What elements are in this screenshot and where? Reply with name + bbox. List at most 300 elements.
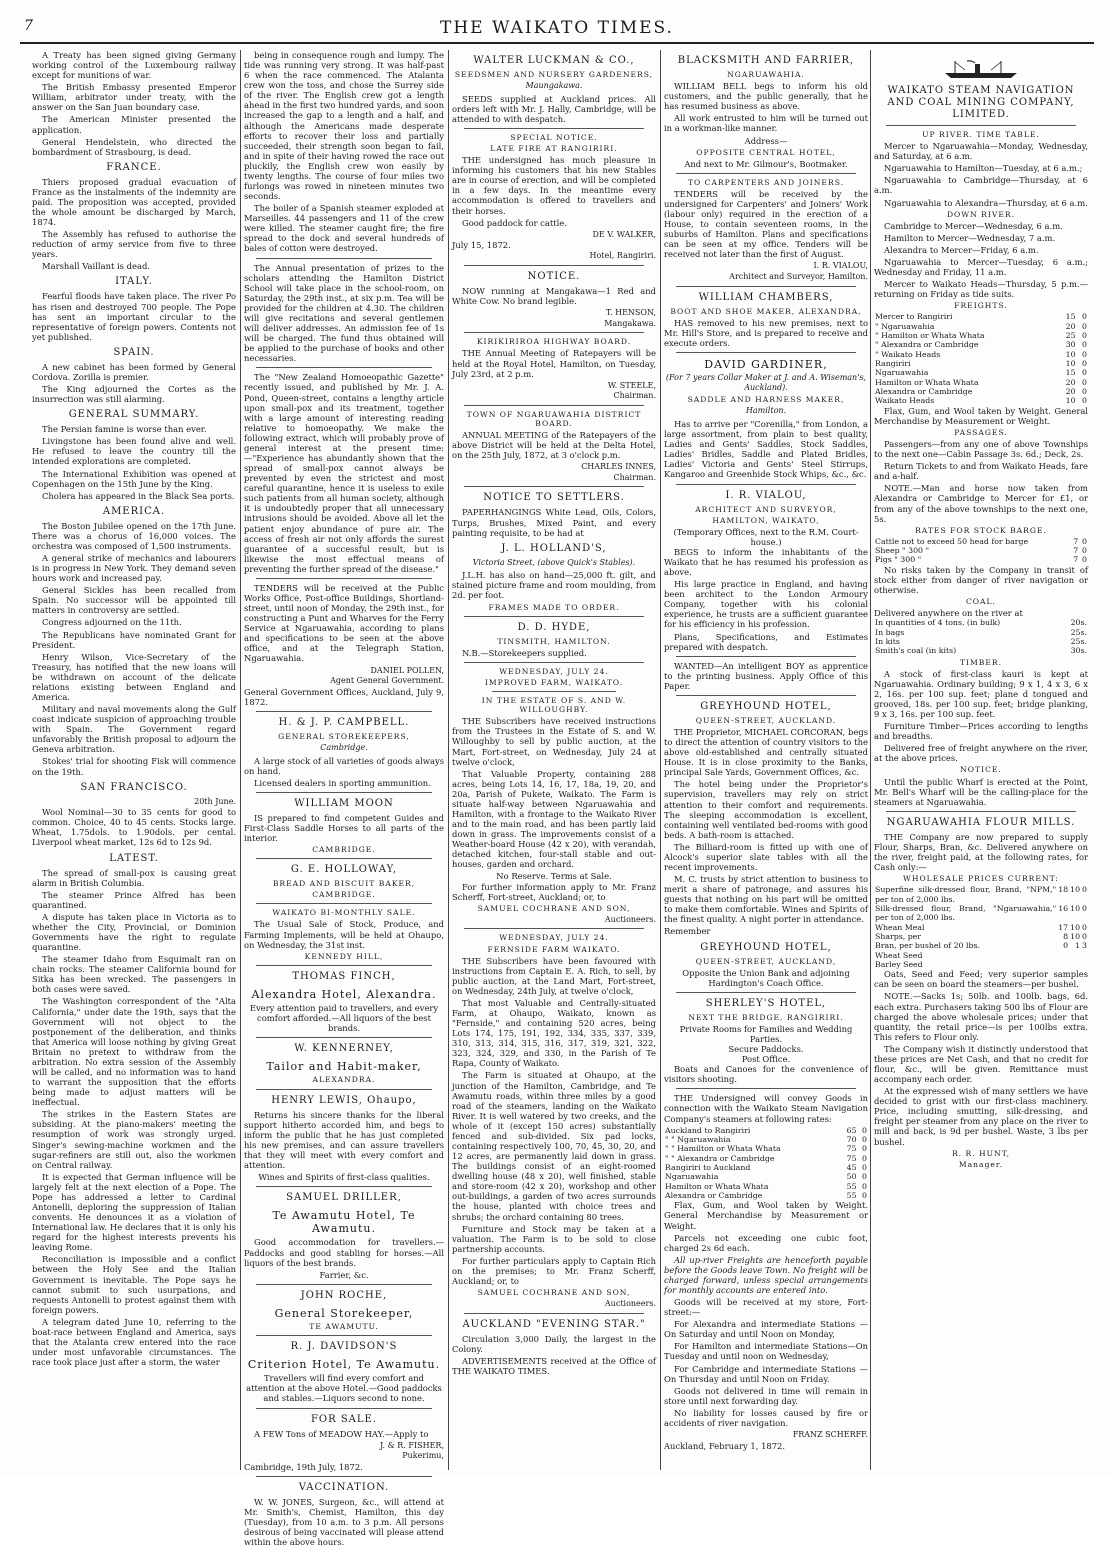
timetable-entry: Mercer to Ngaruawahia—Monday, Wednesday, and Saturday, at 6 a.m. — [874, 141, 1088, 162]
news-paragraph: General Hendelstein, who directed the bombardment of Strasbourg, is dead. — [32, 136, 236, 157]
table-row — [874, 331, 1088, 340]
advert-heading: THOMAS FINCH, — [292, 970, 396, 982]
timetable-entry: Ngaruawahia to Mercer—Tuesday, 6 a.m.; Wednesday and Friday, 11 a.m. — [874, 256, 1088, 277]
news-paragraph: Henry Wilson, Vice-Secretary of the Treasury, has notified that the new loans will be withdrawn on account of the delicate relations existing between England and America. — [32, 651, 236, 702]
table-cell — [1057, 951, 1069, 960]
news-paragraph: A dispute has taken place in Victoria as to whether the City, Provincial, or Dominion Governments have the right to regulate quarantine. — [32, 911, 236, 953]
table-cell: 0 — [1063, 941, 1069, 951]
divider — [464, 616, 644, 617]
advert-place: Mangakawa. — [604, 318, 656, 328]
divider — [256, 858, 432, 859]
table-cell: 10 — [1065, 359, 1076, 369]
table-cell: 20 — [1065, 321, 1076, 331]
news-paragraph: The Washington correspondent of the "Alta California," under date the 19th, says that the Government will not object to the postponement of the deliberation, and thinks that America will loose nothing by giving Great Britain no pretext to withdraw from the arbitration. No extra session of the Assembly will be called, and no information was to hand to warrant the supposition that the efforts being made to adjust matters will be ineffectual. — [32, 996, 236, 1108]
advert-text: Oats, Seed and Feed; very superior samples can be seen on board the steamers—per bushel. — [874, 969, 1088, 990]
section-heading-america: AMERICA. — [102, 505, 166, 517]
advert-text: A stock of first-class kauri is kept at Ngaruawahia. Ordinary building; 9 x 1, 4 x 3, 6 x 2, 16s. per 100 sup. feet; plane d tongued and grooved, 18s. per 100 sup. feet; bridge planking, 9 x 3, 16s. per 100 sup. feet. — [874, 668, 1088, 720]
table-cell: 0 — [862, 1191, 867, 1201]
advert-text: A large stock of all varieties of goods always on hand. — [244, 755, 444, 776]
advert-text: All up-river Freights are henceforth payable before the Goods leave Town. No freight will be charged forward, unless special arrangements for monthly accounts are entered into. — [664, 1254, 868, 1296]
advert-heading: JOHN ROCHE, — [300, 1289, 388, 1301]
news-paragraph: Military and naval movements along the Gulf coast indicate suspicion of approaching trouble with Spain. The Government regard unfavorably the British proposal to adjourn the Geneva arbitration. — [32, 704, 236, 755]
auction-subheading: IN THE ESTATE OF S. AND W. WILLOUGHBY. — [481, 696, 627, 715]
advert-place: Pukerimu, — [402, 1451, 444, 1461]
masthead — [20, 14, 1094, 44]
advert-role: Auctioneers. — [604, 1299, 656, 1309]
column-rule — [660, 50, 661, 1470]
table-cell: 17 — [1058, 922, 1069, 932]
table-cell: " " Hamilton or Whata Whata — [665, 1144, 781, 1154]
table-cell: 30 — [1065, 340, 1076, 350]
table-row — [874, 537, 1088, 546]
advert-business-name: Criterion Hotel, Te Awamutu. — [247, 1358, 441, 1372]
table-cell — [1069, 960, 1081, 969]
table-cell: In quantities of 4 tons, (in bulk) — [875, 618, 1001, 628]
table-row — [874, 322, 1088, 331]
advert-text: J.L.H. has also on hand—25,000 ft. gilt, and stained picture frame and room moulding, from 2d. per foot. — [452, 570, 656, 601]
timetable-entry: Mercer to Waikato Heads—Thursday, 5 p.m.—returning on Friday as tide suits. — [874, 279, 1088, 300]
column-2 — [244, 50, 444, 1547]
news-paragraph: Congress adjourned on the 11th. — [42, 617, 182, 628]
advert-subheading: GENERAL STOREKEEPERS, — [278, 731, 410, 741]
divider — [256, 792, 432, 793]
advert-subheading: SADDLE AND HARNESS MAKER, — [687, 395, 845, 405]
news-paragraph: The American Minister presented the application. — [32, 114, 236, 135]
table-row — [664, 1182, 868, 1191]
advert-text: For further information apply to Mr. Franz Scherff, Fort-street, Auckland; or, to — [452, 881, 656, 902]
news-paragraph: The boiler of a Spanish steamer exploded at Marseilles. 44 passengers and 11 of the crew were killed. The steamer caught fire; the fire spread to the dock and several hundreds of bales of cotton were destroyed. — [244, 203, 444, 254]
section-heading-stock-barge: RATES FOR STOCK BARGE. — [915, 525, 1047, 535]
news-paragraph: Marshall Vaillant is dead. — [42, 261, 150, 272]
advert-text: Boats and Canoes for the convenience of visitors shooting. — [664, 1064, 868, 1085]
timetable-entry: Ngaruawahia to Alexandra—Thursday, at 6 a.m. — [884, 197, 1088, 208]
table-cell: " Alexandra or Cambridge — [875, 340, 979, 350]
table-cell — [1057, 960, 1069, 969]
advert-text: HAS removed to his new premises, next to Mr. Hill's Store, and is prepared to receive and execute orders. — [664, 317, 868, 348]
table-row — [874, 350, 1088, 359]
advert-text: That Valuable Property, containing 288 acres, being Lots 14, 16, 17, 18a, 19, 20, and 20a, Parish of Pukete, Waikato. The Farm is situate half-way between Ngaruawahia and Hamilton, with a frontage to the Waikato River and to the main road, and has been partly laid down in grass. The improvements consist of a Weather-board House (42 x 20), with verandah, detached kitchen, four-stall stable and out-houses, garden and orchard. — [452, 768, 656, 870]
advert-heading: GREYHOUND HOTEL, — [700, 941, 832, 953]
advert-text: Address— — [744, 135, 788, 146]
table-row — [874, 359, 1088, 368]
news-paragraph: A general strike of mechanics and labourers is in progress in New York. They demand seven hours work and increased pay. — [32, 552, 236, 584]
column-5-steam-navigation — [874, 50, 1088, 1470]
table-cell: Sharps, per — [875, 931, 922, 941]
divider — [256, 1037, 432, 1038]
divider — [676, 286, 856, 287]
timetable-entry: Ngaruawahia to Hamilton—Tuesday, at 6 a.m.; — [884, 163, 1083, 174]
advert-text: For further particulars apply to Captain Rich on the premises; to Mr. Franz Scherff, Auckland; or, to — [452, 1255, 656, 1287]
table-row — [874, 646, 1088, 655]
divider — [464, 1313, 644, 1314]
section-heading-coal: COAL. — [966, 597, 996, 607]
table-cell: 10 — [1070, 922, 1081, 932]
advert-signature: FRANZ SCHERFF. — [792, 1430, 868, 1440]
news-paragraph: The Persian famine is worse than ever. — [42, 424, 207, 435]
advert-text: For Hamilton and intermediate Stations—On Tuesday and until noon on Wednesday, — [664, 1341, 868, 1362]
steamship-icon — [941, 58, 1021, 80]
advert-text: WANTED—An intelligent BOY as apprentice to the printing business. Apply Office of this Paper. — [664, 660, 868, 691]
advert-text: Flax, Gum, and Wool taken by Weight. General Merchandise by Measurement or Weight. — [874, 405, 1088, 426]
news-paragraph: A new cabinet has been formed by General Cordova. Zorilla is premier. — [32, 361, 236, 382]
divider — [464, 265, 644, 266]
advert-subheading: TINSMITH, HAMILTON. — [497, 636, 611, 646]
table-cell: 10 — [1065, 396, 1076, 406]
table-row — [874, 340, 1088, 349]
auction-date: WEDNESDAY, JULY 24. — [499, 666, 609, 676]
advert-text: Until the public Wharf is erected at the Point, Mr. Bell's Wharf will be the calling-place for the steamers at Ngaruawahia. — [874, 776, 1088, 807]
advert-text: Returns his sincere thanks for the liberal support hitherto accorded him, and begs to inform the public that he has just completed his new premises, and can assure travellers that they will meet with every comfort and attention. — [244, 1109, 444, 1170]
table-cell: 10 — [1070, 885, 1081, 895]
advert-text: Plans, Specifications, and Estimates prepared with despatch. — [664, 631, 868, 652]
advert-heading: WILLIAM CHAMBERS, — [698, 291, 834, 303]
table-cell: 0 — [862, 1134, 867, 1144]
table-cell: 0 — [1082, 555, 1087, 565]
divider — [256, 903, 432, 904]
section-heading-italy: ITALY. — [115, 276, 153, 288]
dateline: 20th June. — [194, 796, 236, 806]
advert-text: Return Tickets to and from Waikato Heads, fare and a-half. — [874, 461, 1088, 482]
advert-business-name: Tailor and Habit-maker, — [266, 1060, 422, 1074]
advert-signature: SAMUEL COCHRANE AND SON, — [477, 903, 631, 913]
table-cell: 3 — [1082, 941, 1087, 951]
divider — [676, 173, 856, 174]
advert-heading: I. R. VIALOU, — [725, 489, 807, 501]
table-cell: Mercer to Rangiriri — [875, 312, 953, 322]
advert-place: Hotel, Rangiriri. — [589, 251, 656, 261]
advert-heading: DAVID GARDINER, — [704, 357, 828, 371]
advert-text: All work entrusted to him will be turned out in a workman-like manner. — [664, 113, 868, 134]
advert-text: THE Annual Meeting of Ratepayers will be held at the Royal Hotel, Hamilton, on Tuesday, July 23rd, at 2 p.m. — [452, 348, 656, 379]
section-heading-spain: SPAIN. — [113, 346, 155, 358]
advert-text: Delivered free of freight anywhere on the river, at the above prices. — [874, 743, 1088, 764]
news-paragraph: Thiers proposed gradual evacuation of France as the instalments of the indemnity are paid. The proposition was accepted, provided the whole amount be discharged by March, 1874. — [32, 176, 236, 228]
divider — [676, 656, 856, 657]
advert-date: July 15, 1872. — [452, 240, 511, 251]
news-paragraph: Wool Nominal—30 to 35 cents for good to common. Choice, 40 to 45 cents. Stocks large. Wheat, 1.75dols. to 1.90dols. per cental. Liverpool wheat market, 12s 6d to 12s 9d. — [32, 807, 236, 848]
table-row — [664, 1144, 868, 1153]
table-cell: 0 — [1082, 321, 1087, 331]
table-cell: In bags — [875, 627, 905, 637]
advert-text: The Usual Sale of Stock, Produce, and Farming Implements, will be held at Ohaupo, on Wednesday, the 31st inst. — [244, 919, 444, 950]
auction-heading: IMPROVED FARM, WAIKATO. — [484, 677, 624, 687]
advert-heading: W. KENNERNEY, — [294, 1043, 394, 1055]
advert-subheading: SEEDSMEN AND NURSERY GARDENERS, — [454, 70, 654, 79]
advert-text: Goods will be received at my store, Fort-street:— — [664, 1297, 868, 1318]
advert-text: FRAMES MADE TO ORDER. — [488, 602, 620, 612]
advert-text: Circulation 3,000 Daily, the largest in the Colony. — [452, 1333, 656, 1354]
advert-text: TENDERS will be received by the undersigned for Carpenters' and Joiners' Work (labour only) required in the erection of a House, to contain seventeen rooms, in the suburbs of Hamilton. Plans and specifications can be seen at my office. Tenders will be received not later than the first of August. — [664, 188, 868, 260]
table-cell: 75 — [846, 1153, 857, 1163]
divider — [676, 695, 856, 696]
table-row — [874, 546, 1088, 555]
advert-text: Farrier, &c. — [319, 1269, 369, 1280]
table-cell: Silk-dressed flour, Brand, "Ngaruawahia," per ton of 2,000 lbs. — [875, 903, 1057, 923]
news-paragraph: Fearful floods have taken place. The river Po has risen and destroyed 700 people. The Pope has sent an important circular to the representative of foreign powers. Contents not yet published. — [32, 291, 236, 342]
table-row — [874, 637, 1088, 646]
table-cell: 0 — [1082, 340, 1087, 350]
table-row — [874, 628, 1088, 637]
advert-place: Hamilton. — [745, 406, 787, 416]
advert-text: THE Undersigned will convey Goods in connection with the Waikato Steam Navigation Company's steamers at following rates: — [664, 1093, 868, 1124]
table-cell: 20 — [1065, 387, 1076, 397]
advert-subheading: NEXT THE BRIDGE, RANGIRIRI. — [688, 1012, 844, 1022]
advert-subheading: (For 7 years Collar Maker at J. and A. Wiseman's, Auckland). — [665, 373, 867, 392]
advert-business-name: J. L. HOLLAND'S, — [501, 542, 607, 554]
news-paragraph: A telegram dated June 10, referring to the boat-race between England and America, says that the Atalanta crew entered into the race under most unfavorable circumstances. The race took place just after a storm, the water — [32, 1316, 236, 1368]
advert-role: Agent General Government. — [330, 676, 444, 686]
table-cell: " " Alexandra or Cambridge — [665, 1153, 775, 1163]
column-3-adverts — [452, 50, 656, 1470]
table-cell: Smith's coal (in kits) — [875, 646, 957, 656]
auction-heading: FERNSIDE FARM WAIKATO. — [487, 944, 621, 954]
divider — [676, 992, 856, 993]
section-heading-latest: LATEST. — [109, 852, 159, 864]
advert-heading: NOTICE TO SETTLERS. — [483, 492, 625, 504]
advert-text: NOTE.—Man and horse now taken from Alexandra or Cambridge to Mercer for £1, or from any of the above townships to the next one, 5s. — [874, 483, 1088, 524]
table-cell: 1 — [1075, 941, 1081, 951]
table-row — [664, 1126, 868, 1135]
advert-text: The hotel being under the Proprietor's supervision, travellers may rely on strict attention to their comfort and requirements. The sleeping accommodation is excellent, containing well ventilated bed-rooms with good beds. A bath-room is attached. — [664, 779, 868, 840]
divider — [256, 258, 432, 259]
advert-signature: CHARLES INNES, — [581, 462, 656, 472]
advert-text: NOW running at Mangakawa—1 Red and White Cow. No brand legible. — [452, 285, 656, 307]
advert-text: And next to Mr. Gilmour's, Bootmaker. — [684, 158, 848, 169]
table-cell: 0 — [1082, 903, 1087, 913]
table-cell: Alexandra or Cambridge — [875, 387, 973, 397]
table-cell: 45 — [846, 1163, 857, 1173]
advert-text: No liability for losses caused by fire or accidents of river navigation. — [664, 1407, 868, 1428]
table-cell: 16 — [1058, 903, 1069, 913]
table-row — [874, 555, 1088, 564]
table-row — [874, 941, 1088, 950]
table-cell: Cattle not to exceed 50 head for barge — [875, 536, 1029, 546]
auction-date: WEDNESDAY, JULY 24. — [499, 933, 609, 943]
table-cell: 0 — [862, 1163, 867, 1173]
timetable-entry: Alexandra to Mercer—Friday, 6 a.m. — [884, 244, 1039, 255]
timetable-heading: UP RIVER. TIME TABLE. — [922, 130, 1040, 139]
table-cell: 65 — [846, 1125, 857, 1135]
advert-place: Maungakawa. — [525, 81, 583, 91]
advert-text: TENDERS will be received at the Public Works Office, Post-office Buildings, Shortland-street, until noon of Monday, the 29th inst., for constructing a Punt and Wharves for the Ferry Service at Ngaruawahia, according to plans and specifications to be seen at the above office, and at the Telegraph Station, Ngaruawahia. — [244, 582, 444, 664]
table-cell: 20 — [1065, 377, 1076, 387]
table-cell — [1081, 960, 1088, 969]
timetable-entry: Ngaruawahia to Cambridge—Thursday, at 6 a.m. — [874, 175, 1088, 196]
advert-text: For Cambridge and intermediate Stations — On Thursday and until Noon on Friday. — [664, 1363, 868, 1384]
advert-text: IS prepared to find competent Guides and First-Class Saddle Horses to all parts of the interior. — [244, 812, 444, 843]
table-cell: Alexandra or Cambridge — [665, 1191, 763, 1201]
advert-text: Delivered anywhere on the river at — [874, 608, 1023, 619]
stock-barge-table — [874, 537, 1088, 565]
news-paragraph: The King adjourned the Cortes as the insurrection was still alarming. — [32, 384, 236, 405]
table-cell: Barley Seed — [875, 959, 923, 969]
advert-place: CAMBRIDGE. — [312, 845, 376, 855]
table-cell — [1081, 951, 1088, 960]
table-cell: " Hamilton or Whata Whata — [875, 331, 985, 341]
table-cell: Rangiriri to Auckland — [665, 1163, 751, 1173]
section-heading-san-francisco: SAN FRANCISCO. — [80, 781, 188, 793]
advert-heading: H. & J. P. CAMPBELL. — [278, 716, 410, 728]
news-paragraph: The strikes in the Eastern States are subsiding. At the piano-makers' meeting the resumption of work was strongly urged. Singer's sewing-machine workmen and the sugar-refiners are still out, also the workmen on Central railway. — [32, 1109, 236, 1170]
advert-address: Opposite the Union Bank and adjoining Hardington's Coach Office. — [682, 967, 850, 988]
table-cell: Bran, per bushel of 20 lbs. — [875, 941, 980, 951]
advert-signature: KENNEDY HILL, — [304, 951, 384, 961]
advert-heading: WAIKATO BI-MONTHLY SALE. — [272, 908, 416, 918]
advert-text: PAPERHANGINGS White Lead, Oils, Colors, Turps, Brushes, Mixed Paint, and every painting requisite, to be had at — [452, 507, 656, 538]
divider — [256, 965, 432, 966]
table-cell: 0 — [1082, 546, 1087, 556]
divider — [256, 578, 432, 579]
advert-text: Good accommodation for travellers.—Paddocks and good stabling for horses.—All liquors of the best brands. — [244, 1237, 444, 1268]
table-cell: 0 — [1082, 536, 1087, 546]
advert-subheading: WHOLESALE PRICES CURRENT: — [903, 874, 1059, 884]
table-row — [664, 1154, 868, 1163]
table-row — [874, 951, 1088, 960]
advert-heading: TO CARPENTERS AND JOINERS. — [687, 177, 845, 187]
divider — [256, 367, 432, 368]
advert-text: M. C. trusts by strict attention to business to merit a share of patronage, and assures his guests that nothing on his part will be omitted to make them comfortable. Wines and Spirits of the finest quality. A night porter in attendance. — [664, 874, 868, 925]
advert-text: Goods not delivered in time will remain in store until next forwarding day. — [664, 1385, 868, 1406]
advert-date: Auckland, February 1, 1872. — [664, 1440, 786, 1451]
advert-role: Architect and Surveyor, Hamilton. — [729, 272, 868, 282]
advert-text: For Alexandra and intermediate Stations — On Saturday and until Noon on Monday, — [664, 1319, 868, 1340]
table-cell: Waikato Heads — [875, 396, 935, 406]
advert-address: General Government Offices, Auckland, July 9, 1872. — [244, 686, 444, 707]
advert-text: Has to arrive per "Corenilla," from London, a large assortment, from plain to best quality, Ladies and Gents' Saddles, Stock Saddles, Ladies' Bridles, Saddle and Plated Bridles, Ladies' Victoria and Gents' Steel Stirrups, Kangaroo and Greenhide Stock Whips, &c., &c. — [664, 419, 868, 480]
advert-text: Travellers will find every comfort and attention at the above Hotel.—Good paddocks and stables.—Liquors second to none. — [246, 1373, 442, 1404]
advert-text: Licensed dealers in sporting ammunition. — [254, 777, 431, 788]
section-heading-france: FRANCE. — [106, 161, 162, 173]
advert-heading: VACCINATION. — [298, 1481, 390, 1493]
advert-role: Chairman. — [613, 472, 656, 482]
advert-text: BEGS to inform the inhabitants of the Waikato that he has resumed his profession as above. — [664, 546, 868, 578]
table-cell: 25s. — [1070, 636, 1087, 646]
table-cell: 0 — [1082, 368, 1087, 378]
advert-text: Flax, Gum, and Wool taken by Weight. General Merchandise by Measurement or Weight. — [664, 1200, 868, 1231]
table-cell: 55 — [846, 1191, 857, 1201]
advert-text: Remember — [664, 926, 711, 937]
timetable-entry: Hamilton to Mercer—Wednesday, 7 a.m. — [884, 232, 1056, 243]
advert-date: Cambridge, 19th July, 1872. — [244, 1461, 363, 1472]
advert-heading: G. E. HOLLOWAY, — [290, 864, 398, 876]
advert-text: The Company wish it distinctly understood that these prices are Net Cash, and that no credit for flour, &c., will be given. Remittance must accompany each order. — [874, 1043, 1088, 1085]
column-rule — [240, 50, 241, 1470]
news-paragraph: The British Embassy presented Emperor William, arbitrator under treaty, with the answer on the San Juan boundary case. — [32, 82, 236, 113]
advert-place: TE AWAMUTU. — [309, 1321, 379, 1331]
news-paragraph: A Treaty has been signed giving Germany working control of the Luxembourg railway except for munitions of war. — [32, 50, 236, 81]
news-paragraph: The spread of small-pox is causing great alarm in British Columbia. — [32, 867, 236, 888]
advert-heading: SAMUEL DRILLER, — [286, 1192, 402, 1204]
advert-heading: FOR SALE. — [310, 1413, 378, 1425]
table-row — [664, 1172, 868, 1181]
advert-signature: I. R. VIALOU, — [813, 261, 868, 271]
advert-address: (Temporary Offices, next to the R.M. Court-house.) — [673, 526, 859, 547]
advert-text: His large practice in England, and having been architect to the London Armoury Company, together with his colonial experience, he trusts are a sufficient guarantee for his efficiency in his profession. — [664, 579, 868, 630]
goods-rates-table — [664, 1126, 868, 1201]
advert-heading: NGARUAWAHIA FLOUR MILLS. — [886, 816, 1076, 828]
advert-heading: NOTICE. — [527, 270, 581, 282]
table-cell: " Waikato Heads — [875, 349, 941, 359]
news-paragraph: Livingstone has been found alive and well. He refused to leave the country till the intended explorations are completed. — [32, 436, 236, 467]
table-row — [664, 1135, 868, 1144]
news-paragraph: Stokes' trial for shooting Fisk will commence on the 19th. — [32, 756, 236, 777]
advert-subheading: BREAD AND BISCUIT BAKER, — [272, 879, 416, 889]
table-row — [874, 885, 1088, 904]
table-cell: Superfine silk-dressed flour, Brand, "NPM," per ton of 2,000 lbs. — [875, 885, 1057, 904]
table-cell: 15 — [1065, 368, 1076, 378]
advert-heading: GREYHOUND HOTEL, — [700, 700, 832, 712]
news-paragraph: The steamer Prince Alfred has been quarantined. — [32, 889, 236, 910]
divider — [886, 125, 1076, 126]
advert-place: Cambridge. — [320, 742, 368, 752]
divider — [464, 662, 644, 663]
table-cell — [1069, 951, 1081, 960]
news-paragraph: The Boston Jubilee opened on the 17th June. There was a chorus of 16,000 voices. The orchestra was composed of 1,500 instruments. — [32, 520, 236, 551]
advert-text: N.B.—Storekeepers supplied. — [462, 647, 587, 658]
advert-text: ADVERTISEMENTS received at the Office of THE WAIKATO TIMES. — [452, 1355, 656, 1377]
table-cell: 0 — [1082, 359, 1087, 369]
divider — [676, 352, 856, 353]
advert-text: At the expressed wish of many settlers we have decided to grist with our first-class machinery. Price, including smutting, silk-dressing, and freight per steamer from any place on the river to mill and back, is 9d per bushel. Waste, 3 lbs per bushel. — [874, 1086, 1088, 1147]
table-cell: Auckland to Rangiriri — [665, 1125, 751, 1135]
table-cell: 0 — [1082, 885, 1087, 895]
table-row — [874, 618, 1088, 627]
divider — [464, 332, 644, 333]
news-paragraph: The steamer Idaho from Esquimalt ran on chain rocks. The steamer California bound for Sitka has been wrecked. The passengers in both cases were saved. — [32, 954, 236, 995]
table-row — [874, 396, 1088, 405]
table-cell: 50 — [846, 1172, 857, 1182]
advert-text: THE undersigned has much pleasure in informing his customers that his new Stables are in course of erection, and will be completed in a few days. In the meantime every accommodation is offered to travellers and their horses. — [452, 155, 656, 216]
divider — [256, 1186, 432, 1187]
advert-text: OPPOSITE CENTRAL HOTEL, — [696, 147, 836, 157]
table-cell: 7 — [1073, 555, 1079, 565]
advert-place: ALEXANDRA. — [312, 1075, 376, 1085]
advert-role: Manager. — [958, 1159, 1004, 1169]
divider — [492, 691, 616, 692]
advert-text: The Billiard-room is fitted up with one of Alcock's superior slate tables with all the recent improvements. — [664, 841, 868, 873]
table-cell: 20s. — [1070, 618, 1087, 628]
table-cell: 70 — [846, 1134, 857, 1144]
divider — [464, 928, 644, 929]
advert-business-name: Te Awamutu Hotel, Te Awamutu. — [272, 1209, 416, 1236]
advert-signature: SAMUEL COCHRANE AND SON, — [477, 1288, 631, 1298]
section-heading-passages: PASSAGES. — [954, 427, 1008, 437]
advert-text: Every attention paid to travellers, and every comfort afforded.—All liquors of the best brands. — [249, 1003, 439, 1034]
table-cell: 10 — [1065, 349, 1076, 359]
advert-place: NGARUAWAHIA. — [727, 70, 805, 79]
table-cell: 25s. — [1070, 627, 1087, 637]
table-cell: 30s. — [1070, 646, 1087, 656]
advert-heading: D. D. HYDE, — [517, 621, 591, 633]
advert-signature: R. R. HUNT, — [951, 1148, 1011, 1158]
divider — [464, 405, 644, 406]
divider — [256, 1408, 432, 1409]
divider — [256, 711, 432, 712]
divider — [256, 1335, 432, 1336]
advert-subheading: LATE FIRE AT RANGIRIRI. — [490, 144, 618, 154]
table-row — [874, 932, 1088, 941]
advert-text: W. W. JONES, Surgeon, &c., will attend at Mr. Smith's, Chemist, Hamilton, this day (Tuesday), from 10 a.m. to 3 p.m. All persons desirous of being vaccinated will please attend within the above hours. — [244, 1496, 444, 1547]
advert-text: Secure Paddocks. — [728, 1044, 804, 1055]
advert-text: THE Subscribers have been favoured with instructions from Captain E. A. Rich, to sell, by public auction, at the Land Mart, Fort-street, on Wednesday, 24th July, at twelve o'clock, — [452, 955, 656, 996]
table-cell: Ngaruawahia — [875, 368, 929, 378]
table-cell: Rangiriri — [875, 359, 911, 369]
table-cell: 10 — [1070, 903, 1081, 913]
column-1-news — [32, 50, 236, 1470]
table-cell: 7 — [1073, 546, 1079, 556]
news-paragraph: Cholera has appeared in the Black Sea ports. — [42, 490, 235, 501]
advert-role: Auctioneers. — [604, 914, 656, 924]
